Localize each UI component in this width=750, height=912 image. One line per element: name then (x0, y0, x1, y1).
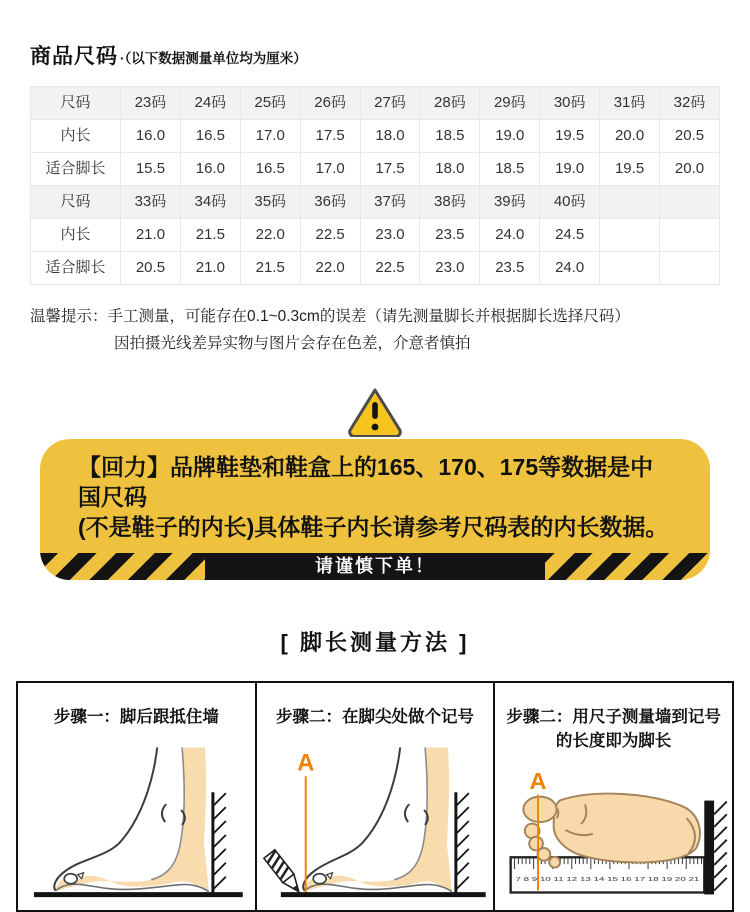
pencil-icon (264, 850, 304, 896)
row-label-cell: 适合脚长 (31, 153, 121, 186)
size-value-cell: 24.5 (540, 219, 600, 252)
warning-triangle-icon (346, 387, 404, 437)
size-value-cell: 18.0 (360, 120, 420, 153)
size-value-cell: 34码 (180, 186, 240, 219)
foot-side-illustration (18, 742, 255, 910)
size-value-cell: 30码 (540, 87, 600, 120)
size-value-cell: 20.5 (660, 120, 720, 153)
foot-sole-illustration (495, 742, 732, 910)
size-value-cell: 17.0 (300, 153, 360, 186)
warning-banner (40, 439, 710, 580)
notice-line1: 手工测量，可能存在0.1~0.3cm的误差（请先测量脚长并根据脚长选择尺码） (107, 308, 630, 325)
size-value-cell: 32码 (660, 87, 720, 120)
step-panel-1 (18, 683, 257, 910)
row-label-cell: 内长 (31, 120, 121, 153)
size-value-cell: 21.0 (121, 219, 181, 252)
size-value-cell (600, 219, 660, 252)
warning-triangle-wrap (0, 387, 750, 437)
size-value-cell: 19.5 (600, 153, 660, 186)
size-value-cell: 16.5 (180, 120, 240, 153)
size-table-data-row (31, 120, 720, 153)
size-value-cell: 16.5 (240, 153, 300, 186)
size-value-cell: 18.5 (480, 153, 540, 186)
size-value-cell (660, 252, 720, 285)
size-value-cell: 19.0 (540, 153, 600, 186)
measure-panels (16, 681, 734, 912)
size-value-cell: 23码 (121, 87, 181, 120)
size-value-cell: 22.0 (240, 219, 300, 252)
size-value-cell: 24.0 (480, 219, 540, 252)
big-toe (313, 874, 326, 884)
size-value-cell: 35码 (240, 186, 300, 219)
size-value-cell: 40码 (540, 186, 600, 219)
big-toe (64, 874, 77, 884)
size-value-cell: 24码 (180, 87, 240, 120)
size-value-cell: 18.0 (420, 153, 480, 186)
size-value-cell: 23.5 (480, 252, 540, 285)
size-value-cell: 29码 (480, 87, 540, 120)
size-table-data-row (31, 252, 720, 285)
row-label-cell: 尺码 (31, 87, 121, 120)
foot-mark-illustration (257, 742, 494, 910)
step-panel-3 (495, 683, 732, 910)
size-value-cell: 17.5 (300, 120, 360, 153)
ruler-numbers: 7 8 9 10 11 12 13 14 15 16 17 18 19 20 21 (515, 876, 700, 883)
marker-a-label: A (296, 749, 315, 777)
row-label-cell: 适合脚长 (31, 252, 121, 285)
size-table (30, 86, 720, 285)
size-value-cell (600, 186, 660, 219)
size-value-cell: 19.5 (540, 120, 600, 153)
size-value-cell: 31码 (600, 87, 660, 120)
size-value-cell: 17.0 (240, 120, 300, 153)
measure-heading: [ 脚长测量方法 ] (280, 630, 470, 655)
size-table-data-row (31, 219, 720, 252)
page-title: 商品尺码 (30, 45, 118, 68)
size-value-cell: 27码 (360, 87, 420, 120)
title-row (0, 0, 750, 70)
size-value-cell: 24.0 (540, 252, 600, 285)
size-value-cell: 19.0 (480, 120, 540, 153)
size-value-cell: 16.0 (121, 120, 181, 153)
size-value-cell: 38码 (420, 186, 480, 219)
size-value-cell: 22.5 (360, 252, 420, 285)
step-title-1: 步骤一：脚后跟抵住墙 (53, 708, 219, 726)
foot-skin-shading (302, 747, 451, 891)
row-label-cell: 内长 (31, 219, 121, 252)
row-label-cell: 尺码 (31, 186, 121, 219)
size-table-header-row (31, 87, 720, 120)
warning-line1: 【回力】品牌鞋垫和鞋盒上的165、170、175等数据是中国尺码 (78, 454, 654, 510)
wall-icon (213, 792, 226, 893)
size-value-cell: 23.0 (420, 252, 480, 285)
size-table-data-row (31, 153, 720, 186)
wall-icon (705, 801, 727, 895)
size-value-cell (660, 186, 720, 219)
size-value-cell: 22.5 (300, 219, 360, 252)
wall-icon (456, 792, 469, 893)
size-value-cell: 17.5 (360, 153, 420, 186)
size-value-cell: 28码 (420, 87, 480, 120)
step-title-3-line1: 步骤二：用尺子测量墙到记号 (506, 708, 721, 726)
size-value-cell: 33码 (121, 186, 181, 219)
size-table-header-row (31, 186, 720, 219)
size-value-cell: 36码 (300, 186, 360, 219)
size-value-cell: 18.5 (420, 120, 480, 153)
hazard-stripe-band (40, 553, 710, 580)
notice (0, 285, 750, 357)
size-value-cell: 15.5 (121, 153, 181, 186)
step-title-3-line2: 的长度即为脚长 (555, 732, 672, 750)
caution-label: 请谨慎下单！ (205, 553, 545, 580)
size-value-cell: 16.0 (180, 153, 240, 186)
warning-line2: (不是鞋子的内长)具体鞋子内长请参考尺码表的内长数据。 (78, 514, 669, 540)
size-value-cell: 22.0 (300, 252, 360, 285)
page-title-note: ·（以下数据测量单位均为厘米） (120, 51, 307, 66)
size-value-cell: 37码 (360, 186, 420, 219)
ruler-icon (511, 857, 705, 892)
size-value-cell: 23.5 (420, 219, 480, 252)
size-value-cell: 26码 (300, 87, 360, 120)
size-value-cell: 20.5 (121, 252, 181, 285)
size-value-cell (660, 219, 720, 252)
notice-line2: 因拍摄光线差异实物与图片会存在色差，介意者慎拍 (114, 335, 471, 352)
size-value-cell: 25码 (240, 87, 300, 120)
notice-label: 温馨提示： (30, 308, 108, 325)
size-table-body (31, 87, 720, 285)
marker-a-label: A (529, 767, 547, 794)
size-value-cell: 23.0 (360, 219, 420, 252)
size-value-cell (600, 252, 660, 285)
step-title-2: 步骤二：在脚尖处做个记号 (276, 708, 474, 726)
size-value-cell: 21.5 (180, 219, 240, 252)
size-value-cell: 21.5 (240, 252, 300, 285)
size-value-cell: 20.0 (660, 153, 720, 186)
step-panel-2 (257, 683, 496, 910)
size-value-cell: 20.0 (600, 120, 660, 153)
size-value-cell: 21.0 (180, 252, 240, 285)
foot-sole (524, 794, 701, 868)
size-value-cell: 39码 (480, 186, 540, 219)
